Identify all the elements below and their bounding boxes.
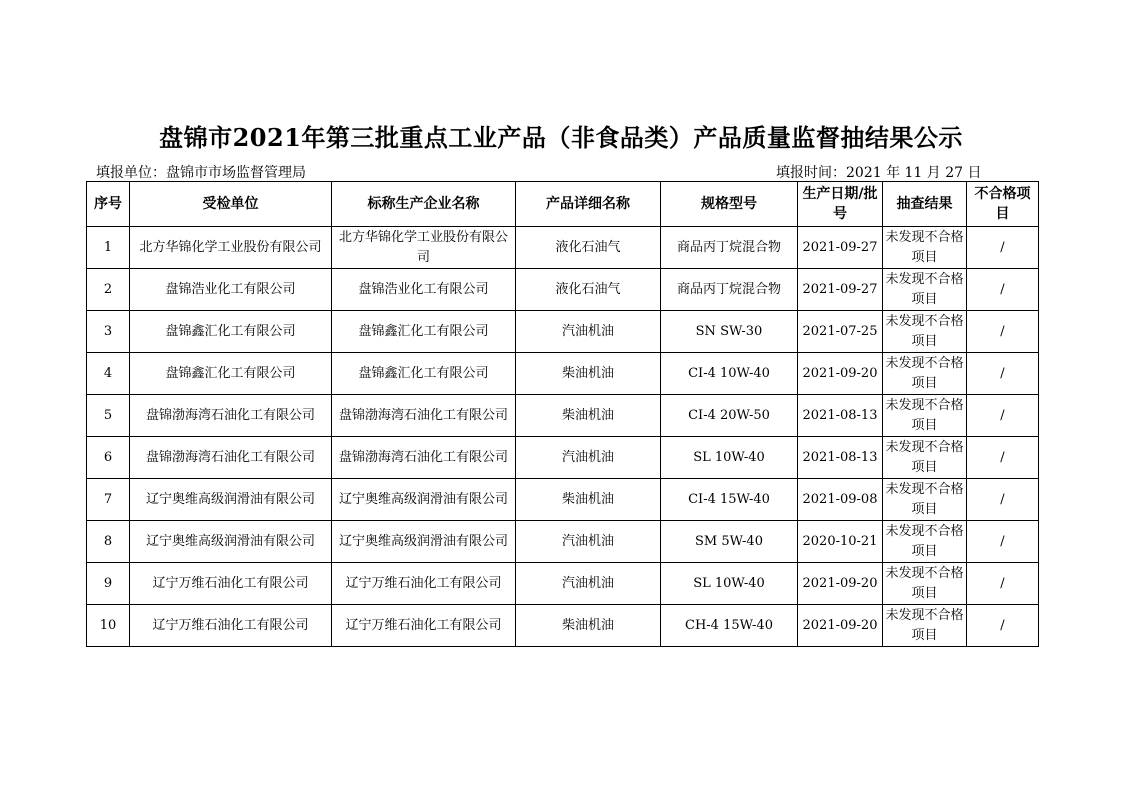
cell-no: 6 xyxy=(87,437,130,479)
header-result: 抽查结果 xyxy=(883,182,967,227)
cell-result: 未发现不合格项目 xyxy=(883,395,967,437)
cell-inspected-unit: 辽宁万维石油化工有限公司 xyxy=(130,563,332,605)
cell-no: 3 xyxy=(87,311,130,353)
cell-inspected-unit: 辽宁万维石油化工有限公司 xyxy=(130,605,332,647)
cell-producer: 盘锦渤海湾石油化工有限公司 xyxy=(332,395,516,437)
cell-product: 汽油机油 xyxy=(516,521,661,563)
cell-producer: 盘锦鑫汇化工有限公司 xyxy=(332,353,516,395)
cell-date: 2021-09-20 xyxy=(798,353,883,395)
cell-producer: 盘锦渤海湾石油化工有限公司 xyxy=(332,437,516,479)
cell-spec: CI-4 20W-50 xyxy=(661,395,798,437)
table-row xyxy=(87,227,1039,269)
cell-spec: CH-4 15W-40 xyxy=(661,605,798,647)
header-fail-items: 不合格项目 xyxy=(967,182,1039,227)
cell-product: 液化石油气 xyxy=(516,269,661,311)
cell-producer: 辽宁万维石油化工有限公司 xyxy=(332,563,516,605)
cell-spec: 商品丙丁烷混合物 xyxy=(661,227,798,269)
cell-date: 2021-08-13 xyxy=(798,395,883,437)
header-date: 生产日期/批号 xyxy=(798,182,883,227)
cell-no: 9 xyxy=(87,563,130,605)
cell-spec: SL 10W-40 xyxy=(661,563,798,605)
cell-date: 2021-07-25 xyxy=(798,311,883,353)
cell-inspected-unit: 辽宁奥维高级润滑油有限公司 xyxy=(130,479,332,521)
cell-fail-items: / xyxy=(967,521,1039,563)
cell-date: 2020-10-21 xyxy=(798,521,883,563)
cell-product: 汽油机油 xyxy=(516,563,661,605)
cell-product: 柴油机油 xyxy=(516,479,661,521)
table-row xyxy=(87,269,1039,311)
cell-fail-items: / xyxy=(967,269,1039,311)
cell-fail-items: / xyxy=(967,353,1039,395)
cell-date: 2021-08-13 xyxy=(798,437,883,479)
cell-no: 2 xyxy=(87,269,130,311)
cell-result: 未发现不合格项目 xyxy=(883,311,967,353)
cell-result: 未发现不合格项目 xyxy=(883,521,967,563)
cell-product: 柴油机油 xyxy=(516,605,661,647)
cell-fail-items: / xyxy=(967,395,1039,437)
cell-fail-items: / xyxy=(967,605,1039,647)
reporting-unit: 填报单位：盘锦市市场监督管理局 xyxy=(96,165,306,181)
cell-inspected-unit: 盘锦渤海湾石油化工有限公司 xyxy=(130,437,332,479)
cell-result: 未发现不合格项目 xyxy=(883,479,967,521)
cell-spec: CI-4 15W-40 xyxy=(661,479,798,521)
table-row xyxy=(87,437,1039,479)
cell-date: 2021-09-08 xyxy=(798,479,883,521)
cell-date: 2021-09-20 xyxy=(798,605,883,647)
cell-product: 汽油机油 xyxy=(516,311,661,353)
cell-fail-items: / xyxy=(967,479,1039,521)
cell-no: 5 xyxy=(87,395,130,437)
reporting-time: 填报时间：2021 年 11 月 27 日 xyxy=(776,165,982,181)
cell-fail-items: / xyxy=(967,437,1039,479)
cell-spec: SM 5W-40 xyxy=(661,521,798,563)
table-row xyxy=(87,479,1039,521)
table-row xyxy=(87,563,1039,605)
cell-producer: 盘锦浩业化工有限公司 xyxy=(332,269,516,311)
header-inspected-unit: 受检单位 xyxy=(130,182,332,227)
cell-no: 10 xyxy=(87,605,130,647)
cell-result: 未发现不合格项目 xyxy=(883,563,967,605)
cell-result: 未发现不合格项目 xyxy=(883,437,967,479)
results-table xyxy=(86,181,1039,647)
header-spec: 规格型号 xyxy=(661,182,798,227)
cell-spec: SL 10W-40 xyxy=(661,437,798,479)
table-row xyxy=(87,605,1039,647)
cell-no: 7 xyxy=(87,479,130,521)
cell-inspected-unit: 盘锦鑫汇化工有限公司 xyxy=(130,311,332,353)
cell-inspected-unit: 北方华锦化学工业股份有限公司 xyxy=(130,227,332,269)
table-row xyxy=(87,311,1039,353)
cell-producer: 辽宁万维石油化工有限公司 xyxy=(332,605,516,647)
table-header-row xyxy=(87,182,1039,227)
cell-product: 汽油机油 xyxy=(516,437,661,479)
cell-producer: 盘锦鑫汇化工有限公司 xyxy=(332,311,516,353)
cell-result: 未发现不合格项目 xyxy=(883,605,967,647)
cell-result: 未发现不合格项目 xyxy=(883,353,967,395)
cell-product: 柴油机油 xyxy=(516,395,661,437)
cell-fail-items: / xyxy=(967,311,1039,353)
cell-product: 液化石油气 xyxy=(516,227,661,269)
header-producer: 标称生产企业名称 xyxy=(332,182,516,227)
cell-inspected-unit: 辽宁奥维高级润滑油有限公司 xyxy=(130,521,332,563)
cell-inspected-unit: 盘锦鑫汇化工有限公司 xyxy=(130,353,332,395)
header-product: 产品详细名称 xyxy=(516,182,661,227)
cell-spec: 商品丙丁烷混合物 xyxy=(661,269,798,311)
cell-fail-items: / xyxy=(967,563,1039,605)
table-row xyxy=(87,353,1039,395)
cell-date: 2021-09-20 xyxy=(798,563,883,605)
cell-result: 未发现不合格项目 xyxy=(883,269,967,311)
cell-producer: 辽宁奥维高级润滑油有限公司 xyxy=(332,521,516,563)
cell-no: 1 xyxy=(87,227,130,269)
cell-date: 2021-09-27 xyxy=(798,269,883,311)
cell-no: 4 xyxy=(87,353,130,395)
header-no: 序号 xyxy=(87,182,130,227)
page-title: 盘锦市2021年第三批重点工业产品（非食品类）产品质量监督抽结果公示 xyxy=(159,123,963,152)
cell-result: 未发现不合格项目 xyxy=(883,227,967,269)
cell-date: 2021-09-27 xyxy=(798,227,883,269)
cell-producer: 辽宁奥维高级润滑油有限公司 xyxy=(332,479,516,521)
cell-producer: 北方华锦化学工业股份有限公司 xyxy=(332,227,516,269)
cell-spec: CI-4 10W-40 xyxy=(661,353,798,395)
cell-inspected-unit: 盘锦渤海湾石油化工有限公司 xyxy=(130,395,332,437)
table-row xyxy=(87,395,1039,437)
cell-fail-items: / xyxy=(967,227,1039,269)
cell-product: 柴油机油 xyxy=(516,353,661,395)
cell-no: 8 xyxy=(87,521,130,563)
cell-spec: SN SW-30 xyxy=(661,311,798,353)
cell-inspected-unit: 盘锦浩业化工有限公司 xyxy=(130,269,332,311)
table-row xyxy=(87,521,1039,563)
